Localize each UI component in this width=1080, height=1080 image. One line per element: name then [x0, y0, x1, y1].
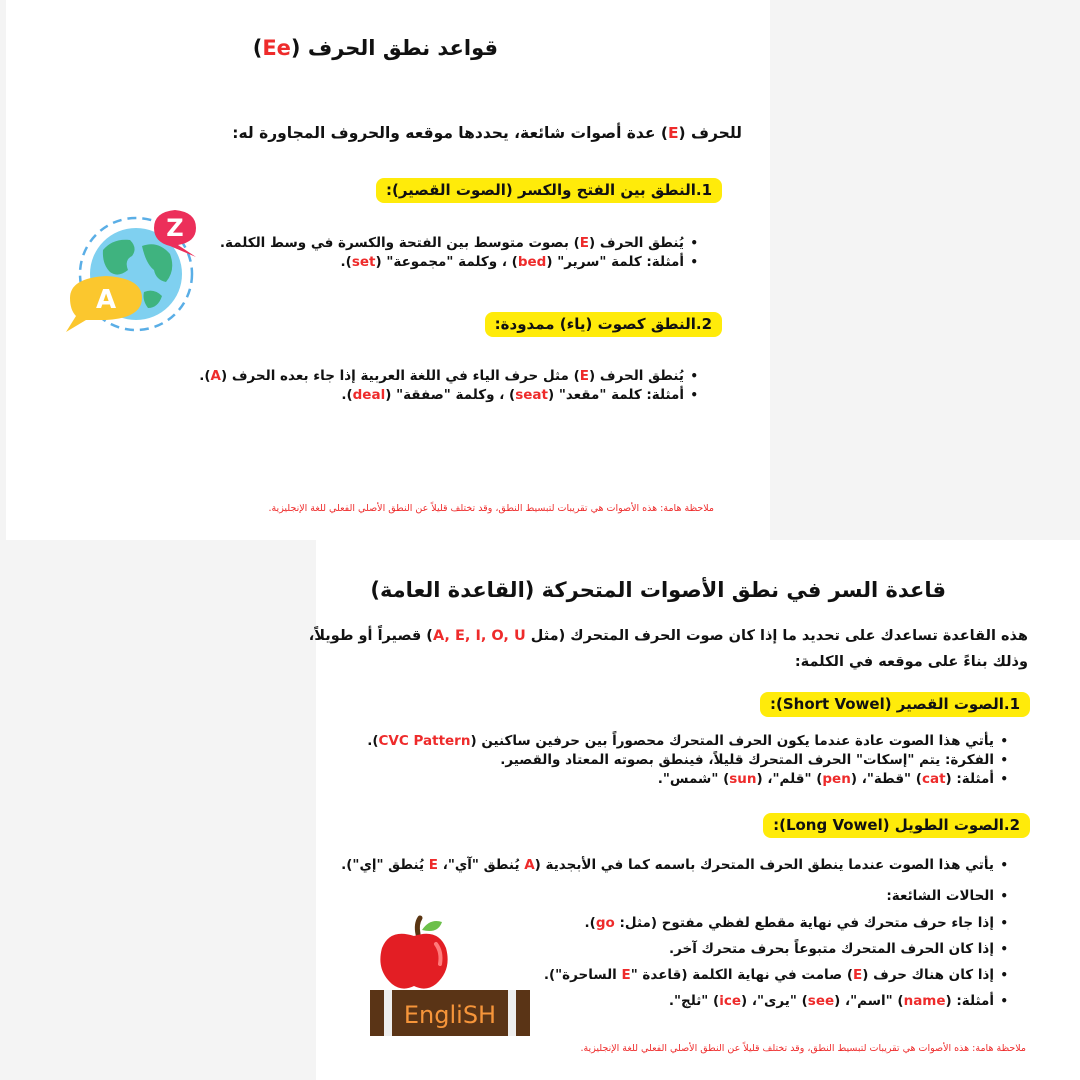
section-heading: 2.النطق كصوت (ياء) ممدودة:: [485, 312, 722, 337]
title-accent: Ee: [262, 36, 291, 60]
list-item: • أمثلة: كلمة "سرير" (bed) ، وكلمة "مجموعة" (set).: [220, 253, 698, 272]
section-1-heading-wrap: [376, 178, 722, 203]
section-2-bullets: [199, 367, 698, 405]
section-1-bullets: [220, 234, 698, 272]
bottom-card-title: قاعدة السر في نطق الأصوات المتحركة (القاعدة العامة): [370, 578, 946, 602]
list-item: • أمثلة: (cat) "قطة"، (pen) "قلم"، (sun) "شمس".: [367, 770, 1008, 789]
section-heading: 1.النطق بين الفتح والكسر (الصوت القصير):: [376, 178, 722, 203]
intro-accent: E: [667, 124, 679, 142]
list-item: • يأتي هذا الصوت عادة عندما يكون الحرف المتحرك محصوراً بين حرفين ساكنين (CVC Pattern).: [367, 732, 1008, 751]
short-vowel-bullets: [367, 732, 1008, 789]
disclaimer-note: ملاحظة هامة: هذه الأصوات هي تقريبات لتبسيط النطق، وقد تختلف قليلاً عن النطق الأصلي الفعلي للغة الإنجليزية.: [580, 1043, 1026, 1054]
section-heading: 2.الصوت الطويل (Long Vowel):: [763, 813, 1030, 838]
section-heading: 1.الصوت القصير (Short Vowel):: [760, 692, 1030, 717]
list-item: • إذا جاء حرف متحرك في نهاية مقطع لفظي مفتوح (مثل: go).: [341, 910, 1008, 936]
list-item: • يُنطق الحرف (E) بصوت متوسط بين الفتحة والكسرة في وسط الكلمة.: [220, 234, 698, 253]
disclaimer-note: ملاحظة هامة: هذه الأصوات هي تقريبات لتبسيط النطق، وقد تختلف قليلاً عن النطق الأصلي الفعلي للغة الإنجليزية.: [268, 503, 714, 514]
list-item: • الفكرة: يتم "إسكات" الحرف المتحرك قليلاً، فينطق بصوته المعتاد والقصير.: [367, 751, 1008, 770]
title-text-end: ): [252, 36, 263, 60]
list-item: • إذا كان الحرف المتحرك متبوعاً بحرف متحرك آخر.: [341, 936, 1008, 962]
intro-text-end: ) عدة أصوات شائعة، يحددها موقعه والحروف المجاورة له:: [232, 124, 668, 142]
apple-on-book-icon: [368, 914, 532, 1038]
top-card-intro: [232, 124, 742, 142]
section-2-heading-wrap: [485, 312, 722, 337]
list-item: • أمثلة: (name) "اسم"، (see) "يرى"، (ice) "ثلج".: [341, 988, 1008, 1014]
bottom-card: [308, 540, 1080, 1080]
bottom-card-intro-line2: وذلك بناءً على موقعه في الكلمة:: [794, 654, 1028, 670]
bottom-card-intro-line1: هذه القاعدة تساعدك على تحديد ما إذا كان صوت الحرف المتحرك (مثل A, E, I, O, U) قصيراً أو طويلاً،: [308, 628, 1028, 644]
svg-text:Z: Z: [166, 214, 184, 242]
long-vowel-heading-wrap: [763, 813, 1030, 838]
list-item: • يُنطق الحرف (E) مثل حرف الياء في اللغة العربية إذا جاء بعده الحرف (A).: [199, 367, 698, 386]
svg-text:EngliSH: EngliSH: [403, 1001, 497, 1029]
top-card-title: [253, 36, 498, 60]
intro-text: للحرف (: [678, 124, 742, 142]
list-item: • الحالات الشائعة:: [341, 887, 1008, 906]
title-text: قواعد نطق الحرف (: [290, 36, 498, 60]
top-card: [6, 0, 770, 540]
list-item: • يأتي هذا الصوت عندما ينطق الحرف المتحرك باسمه كما في الأبجدية (A يُنطق "آي"، E يُنطق "إي").: [341, 856, 1008, 875]
svg-text:A: A: [95, 285, 117, 315]
globe-speech-bubbles-icon: [58, 200, 208, 340]
list-item: • إذا كان هناك حرف (E) صامت في نهاية الكلمة (قاعدة "E الساحرة").: [341, 962, 1008, 988]
short-vowel-heading-wrap: [760, 692, 1030, 717]
list-item: • أمثلة: كلمة "مقعد" (seat) ، وكلمة "صفقة" (deal).: [199, 386, 698, 405]
